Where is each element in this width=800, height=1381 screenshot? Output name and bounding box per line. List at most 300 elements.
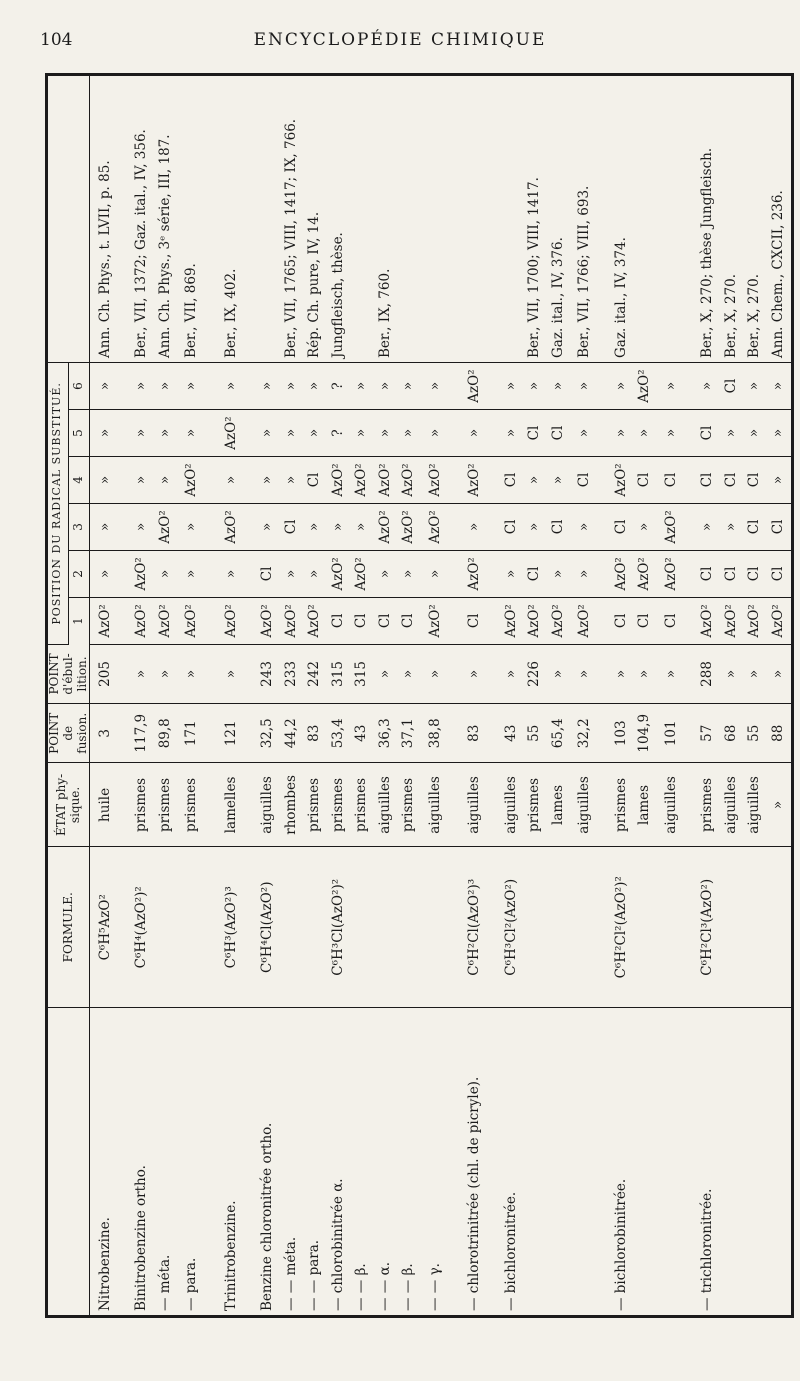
position-6-cell: » — [374, 362, 398, 409]
position-4-cell: AzO² — [421, 456, 460, 503]
reference-cell: Jungfleisch, thèse. — [327, 75, 351, 363]
formula-cell: C⁶H³(AzO²)³ — [217, 847, 256, 1008]
boiling-point-cell: » — [177, 644, 216, 703]
compound-name: — — méta. — [282, 1236, 299, 1311]
reference-cell: Ber., X, 270. — [743, 75, 767, 363]
boiling-point-cell: » — [421, 644, 460, 703]
position-3-cell: Cl — [279, 503, 303, 550]
position-2-cell: » — [279, 550, 303, 597]
table-row — [279, 75, 303, 1317]
position-6-cell: » — [397, 362, 421, 409]
position-2-cell: » — [303, 550, 327, 597]
header-position: POSITION DU RADICAL SUBSTITUÉ. — [47, 362, 69, 644]
table-row — [90, 75, 130, 1317]
formula-cell: C⁶H³Cl²(AzO²) — [499, 847, 523, 1008]
state-cell: rhombes — [279, 763, 303, 847]
reference-cell — [460, 75, 499, 363]
compound-name: Trinitrobenzine. — [222, 1200, 239, 1311]
melting-point-cell: 83 — [460, 704, 499, 763]
position-3-cell: » — [256, 503, 280, 550]
position-1-cell: AzO² — [570, 597, 609, 644]
compound-name: Benzine chloronitrée ortho. — [259, 1122, 276, 1311]
position-3-cell: » — [327, 503, 351, 550]
melting-point-cell: 38,8 — [421, 704, 460, 763]
boiling-point-cell: » — [656, 644, 695, 703]
position-4-cell: Cl — [570, 456, 609, 503]
position-3-cell: » — [303, 503, 327, 550]
position-5-cell: » — [609, 410, 633, 457]
reference-cell: Ber., X, 270. — [719, 75, 743, 363]
position-6-cell: AzO² — [460, 362, 499, 409]
formula-cell — [570, 847, 609, 1008]
boiling-point-cell: » — [130, 644, 154, 703]
table-row — [719, 75, 743, 1317]
boiling-point-cell: 288 — [696, 644, 720, 703]
formula-cell — [350, 847, 374, 1008]
header-formula: FORMULE. — [47, 847, 90, 1008]
formula-cell: C⁶H⁴(AzO²)² — [130, 847, 154, 1008]
position-1-cell: Cl — [609, 597, 633, 644]
melting-point-cell: 121 — [217, 704, 256, 763]
melting-point-cell: 57 — [696, 704, 720, 763]
position-2-cell: » — [177, 550, 216, 597]
melting-point-cell: 65,4 — [546, 704, 570, 763]
reference-cell: Ber., VII, 869. — [177, 75, 216, 363]
position-2-cell: AzO² — [350, 550, 374, 597]
position-6-cell: » — [154, 362, 178, 409]
position-4-cell: AzO² — [374, 456, 398, 503]
table-row — [523, 75, 547, 1317]
position-1-cell: AzO² — [130, 597, 154, 644]
table-row — [327, 75, 351, 1317]
table-row — [656, 75, 695, 1317]
state-cell: lames — [546, 763, 570, 847]
position-5-cell: » — [177, 410, 216, 457]
boiling-point-cell: » — [766, 644, 792, 703]
position-6-cell: » — [609, 362, 633, 409]
position-4-cell: » — [130, 456, 154, 503]
formula-cell — [374, 847, 398, 1008]
position-2-cell: » — [217, 550, 256, 597]
reference-cell — [256, 75, 280, 363]
melting-point-cell: 89,8 — [154, 704, 178, 763]
reference-cell: Rép. Ch. pure, IV, 14. — [303, 75, 327, 363]
position-1-cell: Cl — [350, 597, 374, 644]
position-6-cell: » — [546, 362, 570, 409]
boiling-point-cell: 243 — [256, 644, 280, 703]
position-3-cell: Cl — [766, 503, 792, 550]
table-row — [499, 75, 523, 1317]
boiling-point-cell: » — [397, 644, 421, 703]
state-cell: prismes — [609, 763, 633, 847]
boiling-point-cell: 315 — [350, 644, 374, 703]
header-melting-point: POINT de fusion. — [47, 704, 90, 763]
header-reference — [47, 75, 90, 363]
position-4-cell: » — [217, 456, 256, 503]
position-3-cell: AzO² — [656, 503, 695, 550]
position-3-cell: » — [719, 503, 743, 550]
position-2-cell: » — [90, 550, 130, 597]
formula-cell — [177, 847, 216, 1008]
boiling-point-cell: » — [374, 644, 398, 703]
position-2-cell: » — [546, 550, 570, 597]
melting-point-cell: 36,3 — [374, 704, 398, 763]
boiling-point-cell: » — [154, 644, 178, 703]
position-2-cell: AzO² — [327, 550, 351, 597]
compound-name — [719, 1008, 743, 1317]
position-5-cell: Cl — [523, 410, 547, 457]
position-4-cell: Cl — [656, 456, 695, 503]
state-cell: prismes — [397, 763, 421, 847]
position-5-cell: » — [460, 410, 499, 457]
position-2-cell: » — [154, 550, 178, 597]
position-1-cell: AzO² — [90, 597, 130, 644]
position-5-cell: ? — [327, 410, 351, 457]
position-6-cell: » — [303, 362, 327, 409]
position-3-cell: » — [130, 503, 154, 550]
reference-cell — [656, 75, 695, 363]
position-1-cell: AzO² — [256, 597, 280, 644]
melting-point-cell: 32,5 — [256, 704, 280, 763]
position-3-cell: » — [696, 503, 720, 550]
position-5-cell: » — [421, 410, 460, 457]
state-cell: prismes — [130, 763, 154, 847]
position-5-cell: » — [719, 410, 743, 457]
position-3-cell: AzO² — [217, 503, 256, 550]
state-cell: prismes — [154, 763, 178, 847]
melting-point-cell: 117,9 — [130, 704, 154, 763]
position-1-cell: AzO² — [499, 597, 523, 644]
position-6-cell: » — [743, 362, 767, 409]
position-1-cell: AzO² — [421, 597, 460, 644]
header-position-2: 2 — [68, 550, 90, 597]
position-1-cell: AzO² — [279, 597, 303, 644]
melting-point-cell: 43 — [350, 704, 374, 763]
reference-cell: Ann. Ch. Phys., 3ᵉ série, III, 187. — [154, 75, 178, 363]
compound-name: — — γ. — [426, 1263, 443, 1311]
header-position-6: 6 — [68, 362, 90, 409]
compound-name: Binitrobenzine ortho. — [133, 1165, 150, 1311]
position-1-cell: AzO² — [766, 597, 792, 644]
position-4-cell: AzO² — [460, 456, 499, 503]
reference-cell — [633, 75, 657, 363]
state-cell: huile — [90, 763, 130, 847]
melting-point-cell: 101 — [656, 704, 695, 763]
position-4-cell: » — [90, 456, 130, 503]
position-6-cell: » — [696, 362, 720, 409]
table-row — [743, 75, 767, 1317]
position-6-cell: » — [766, 362, 792, 409]
position-3-cell: » — [570, 503, 609, 550]
position-5-cell: » — [256, 410, 280, 457]
position-4-cell: Cl — [633, 456, 657, 503]
reference-cell — [397, 75, 421, 363]
formula-cell: C⁶H⁵AzO² — [90, 847, 130, 1008]
compound-name: — — para. — [306, 1239, 323, 1311]
table-row — [256, 75, 280, 1317]
position-5-cell: Cl — [546, 410, 570, 457]
boiling-point-cell: » — [570, 644, 609, 703]
header-position-1: 1 — [68, 597, 90, 644]
position-4-cell: AzO² — [397, 456, 421, 503]
formula-cell: C⁶H³Cl(AzO²)² — [327, 847, 351, 1008]
position-4-cell: Cl — [743, 456, 767, 503]
compound-name: — bichloronitrée. — [502, 1191, 519, 1311]
table-row — [177, 75, 216, 1317]
position-3-cell: » — [633, 503, 657, 550]
formula-cell — [154, 847, 178, 1008]
reference-cell — [499, 75, 523, 363]
position-3-cell: Cl — [546, 503, 570, 550]
compound-name: — chlorobinitrée α. — [329, 1178, 346, 1311]
position-4-cell: Cl — [696, 456, 720, 503]
table-row — [154, 75, 178, 1317]
table-row — [633, 75, 657, 1317]
melting-point-cell: 55 — [743, 704, 767, 763]
formula-cell: C⁶H²Cl(AzO²)³ — [460, 847, 499, 1008]
compound-name — [656, 1008, 695, 1317]
position-6-cell: » — [421, 362, 460, 409]
melting-point-cell: 32,2 — [570, 704, 609, 763]
reference-cell: Ber., VII, 1766; VIII, 693. — [570, 75, 609, 363]
formula-cell — [303, 847, 327, 1008]
position-4-cell: Cl — [499, 456, 523, 503]
melting-point-cell: 55 — [523, 704, 547, 763]
page-number: 104 — [40, 30, 73, 50]
table-row — [696, 75, 720, 1317]
position-2-cell: Cl — [743, 550, 767, 597]
melting-point-cell: 53,4 — [327, 704, 351, 763]
state-cell: prismes — [177, 763, 216, 847]
position-3-cell: AzO² — [374, 503, 398, 550]
position-4-cell: AzO² — [177, 456, 216, 503]
position-5-cell: » — [90, 410, 130, 457]
state-cell: lamelles — [217, 763, 256, 847]
state-cell: aiguilles — [460, 763, 499, 847]
position-4-cell: » — [766, 456, 792, 503]
position-4-cell: AzO² — [327, 456, 351, 503]
position-1-cell: Cl — [656, 597, 695, 644]
state-cell: » — [766, 763, 792, 847]
compound-name: — — β. — [353, 1263, 370, 1311]
position-1-cell: Cl — [327, 597, 351, 644]
state-cell: prismes — [303, 763, 327, 847]
position-5-cell: » — [350, 410, 374, 457]
position-4-cell: AzO² — [350, 456, 374, 503]
position-4-cell: AzO² — [609, 456, 633, 503]
table-head — [47, 75, 90, 1317]
position-3-cell: AzO² — [397, 503, 421, 550]
table-row — [397, 75, 421, 1317]
position-4-cell: » — [154, 456, 178, 503]
compound-name: — — β. — [400, 1263, 417, 1311]
compound-name — [633, 1008, 657, 1317]
position-2-cell: AzO² — [656, 550, 695, 597]
position-5-cell: » — [743, 410, 767, 457]
position-1-cell: AzO² — [154, 597, 178, 644]
reference-cell: Ber., VII, 1700; VIII, 1417. — [523, 75, 547, 363]
melting-point-cell: 3 — [90, 704, 130, 763]
position-2-cell: Cl — [256, 550, 280, 597]
formula-cell — [523, 847, 547, 1008]
position-6-cell: » — [177, 362, 216, 409]
table-row — [374, 75, 398, 1317]
formula-cell — [279, 847, 303, 1008]
boiling-point-cell: » — [217, 644, 256, 703]
position-6-cell: » — [656, 362, 695, 409]
melting-point-cell: 37,1 — [397, 704, 421, 763]
rotated-table-container — [45, 73, 787, 1318]
reference-cell — [350, 75, 374, 363]
position-6-cell: » — [523, 362, 547, 409]
position-6-cell: » — [499, 362, 523, 409]
table-row — [350, 75, 374, 1317]
formula-cell — [397, 847, 421, 1008]
formula-cell — [633, 847, 657, 1008]
reference-cell: Ann. Chem., CXCII, 236. — [766, 75, 792, 363]
state-cell: aiguilles — [743, 763, 767, 847]
running-title: ENCYCLOPÉDIE CHIMIQUE — [253, 30, 547, 50]
position-2-cell: Cl — [719, 550, 743, 597]
boiling-point-cell: » — [633, 644, 657, 703]
formula-cell — [766, 847, 792, 1008]
position-3-cell: AzO² — [154, 503, 178, 550]
formula-cell — [656, 847, 695, 1008]
position-2-cell: AzO² — [460, 550, 499, 597]
position-4-cell: » — [546, 456, 570, 503]
compound-name: Nitrobenzine. — [96, 1217, 113, 1311]
position-3-cell: » — [90, 503, 130, 550]
header-position-3: 3 — [68, 503, 90, 550]
boiling-point-cell: 205 — [90, 644, 130, 703]
formula-cell: C⁶H²Cl³(AzO²) — [696, 847, 720, 1008]
boiling-point-cell: » — [743, 644, 767, 703]
position-6-cell: » — [130, 362, 154, 409]
position-1-cell: AzO² — [177, 597, 216, 644]
position-6-cell: AzO² — [633, 362, 657, 409]
header-boiling-point: POINT d'ébul-lition. — [47, 644, 90, 703]
boiling-point-cell: 315 — [327, 644, 351, 703]
position-4-cell: Cl — [719, 456, 743, 503]
position-6-cell: » — [570, 362, 609, 409]
compound-name — [743, 1008, 767, 1317]
boiling-point-cell: » — [460, 644, 499, 703]
position-3-cell: » — [523, 503, 547, 550]
compound-name — [570, 1008, 609, 1317]
position-3-cell: Cl — [743, 503, 767, 550]
properties-table — [45, 73, 794, 1318]
table-body — [90, 75, 793, 1317]
position-2-cell: AzO² — [633, 550, 657, 597]
state-cell: lames — [633, 763, 657, 847]
state-cell: aiguilles — [499, 763, 523, 847]
state-cell: aiguilles — [570, 763, 609, 847]
formula-cell: C⁶H⁴Cl(AzO²) — [256, 847, 280, 1008]
table-row — [570, 75, 609, 1317]
position-5-cell: » — [130, 410, 154, 457]
position-2-cell: » — [570, 550, 609, 597]
header-name — [47, 1008, 90, 1317]
position-5-cell: » — [570, 410, 609, 457]
position-1-cell: AzO² — [719, 597, 743, 644]
header-position-5: 5 — [68, 410, 90, 457]
state-cell: prismes — [696, 763, 720, 847]
melting-point-cell: 88 — [766, 704, 792, 763]
position-2-cell: » — [397, 550, 421, 597]
position-3-cell: Cl — [609, 503, 633, 550]
position-5-cell: AzO² — [217, 410, 256, 457]
position-3-cell: » — [460, 503, 499, 550]
melting-point-cell: 103 — [609, 704, 633, 763]
position-2-cell: Cl — [523, 550, 547, 597]
position-5-cell: » — [303, 410, 327, 457]
position-1-cell: AzO² — [523, 597, 547, 644]
position-5-cell: » — [397, 410, 421, 457]
compound-name — [546, 1008, 570, 1317]
table-row — [609, 75, 633, 1317]
melting-point-cell: 68 — [719, 704, 743, 763]
state-cell: prismes — [523, 763, 547, 847]
position-6-cell: » — [217, 362, 256, 409]
compound-name: — méta. — [156, 1254, 173, 1311]
compound-name: — para. — [183, 1257, 200, 1311]
position-2-cell: » — [499, 550, 523, 597]
position-2-cell: » — [374, 550, 398, 597]
position-3-cell: » — [177, 503, 216, 550]
position-2-cell: Cl — [696, 550, 720, 597]
position-2-cell: Cl — [766, 550, 792, 597]
position-1-cell: AzO² — [217, 597, 256, 644]
position-5-cell: » — [154, 410, 178, 457]
table-row — [217, 75, 256, 1317]
melting-point-cell: 83 — [303, 704, 327, 763]
compound-name — [766, 1008, 792, 1317]
table-row — [546, 75, 570, 1317]
position-5-cell: » — [374, 410, 398, 457]
position-1-cell: Cl — [460, 597, 499, 644]
boiling-point-cell: 233 — [279, 644, 303, 703]
state-cell: prismes — [327, 763, 351, 847]
table-row — [460, 75, 499, 1317]
state-cell: prismes — [350, 763, 374, 847]
position-5-cell: » — [499, 410, 523, 457]
state-cell: aiguilles — [719, 763, 743, 847]
state-cell: aiguilles — [256, 763, 280, 847]
position-1-cell: AzO² — [546, 597, 570, 644]
header-state: ÉTAT phy-sique. — [47, 763, 90, 847]
melting-point-cell: 43 — [499, 704, 523, 763]
position-3-cell: AzO² — [421, 503, 460, 550]
reference-cell: Ber., IX, 402. — [217, 75, 256, 363]
formula-cell — [546, 847, 570, 1008]
position-1-cell: AzO² — [696, 597, 720, 644]
position-2-cell: AzO² — [130, 550, 154, 597]
position-6-cell: » — [256, 362, 280, 409]
boiling-point-cell: » — [719, 644, 743, 703]
compound-name: — bichlorobinitrée. — [612, 1178, 629, 1311]
table-row — [421, 75, 460, 1317]
state-cell: aiguilles — [656, 763, 695, 847]
position-6-cell: Cl — [719, 362, 743, 409]
position-2-cell: » — [421, 550, 460, 597]
state-cell: aiguilles — [374, 763, 398, 847]
position-2-cell: AzO² — [609, 550, 633, 597]
melting-point-cell: 104,9 — [633, 704, 657, 763]
reference-cell: Ber., IX, 760. — [374, 75, 398, 363]
state-cell: aiguilles — [421, 763, 460, 847]
header-position-4: 4 — [68, 456, 90, 503]
position-3-cell: » — [350, 503, 374, 550]
